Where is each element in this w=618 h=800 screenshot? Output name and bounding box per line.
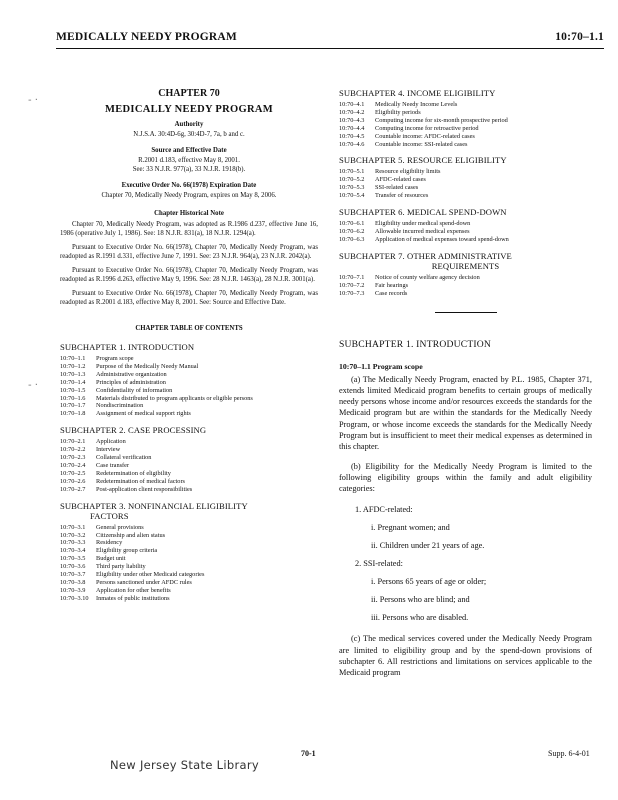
historical-note-paragraph: Pursuant to Executive Order No. 66(1978), Chapter 70, Medically Needy Program, was readopted as R.1991 d.331, effective June 7, 1991. See: 23 N.J.R. 964(a), 23 N.J.R. 2042(a).	[60, 244, 318, 260]
list-subitem: ii. Children under 21 years of age.	[371, 541, 485, 551]
toc-row	[60, 579, 318, 587]
toc-subchapter-3-heading: SUBCHAPTER 3. NONFINANCIAL ELIGIBILITY	[60, 500, 248, 511]
toc-title: Confidentiality of information	[96, 386, 173, 394]
toc-number: 10:70–7.1	[339, 273, 365, 281]
toc-title: Case records	[375, 289, 408, 297]
toc-number: 10:70–1.2	[60, 362, 86, 370]
toc-number: 10:70–2.7	[60, 485, 86, 493]
toc-row	[60, 454, 318, 462]
toc-title: Application	[96, 438, 126, 446]
historical-note-paragraph: Pursuant to Executive Order No. 66(1978), Chapter 70, Medically Needy Program, was readopted as R.2001 d.183, effective May 8, 2001. See: Source and Effective Date.	[60, 290, 318, 306]
toc-subchapter-5-list	[339, 168, 592, 200]
toc-number: 10:70–3.4	[60, 547, 86, 555]
toc-subchapter-6-list	[339, 220, 592, 244]
toc-title: Application of medical expenses toward spend-down	[375, 235, 509, 243]
toc-subchapter-2-heading: SUBCHAPTER 2. CASE PROCESSING	[60, 425, 207, 436]
toc-subchapter-2-list	[60, 438, 318, 493]
toc-number: 10:70–3.1	[60, 523, 86, 531]
toc-title: Resource eligibility limits	[375, 168, 441, 176]
toc-row	[339, 184, 592, 192]
toc-title: Allowable incurred medical expenses	[375, 227, 470, 235]
toc-number: 10:70–2.5	[60, 469, 86, 477]
toc-number: 10:70–3.5	[60, 555, 86, 563]
toc-row	[60, 470, 318, 478]
toc-subchapter-7-heading-cont: REQUIREMENTS	[431, 260, 500, 271]
toc-number: 10:70–5.3	[339, 184, 365, 192]
toc-title: Collateral verification	[96, 454, 152, 462]
toc-number: 10:70–2.4	[60, 461, 86, 469]
toc-row	[339, 101, 592, 109]
toc-number: 10:70–2.2	[60, 446, 86, 454]
toc-subchapter-1-heading: SUBCHAPTER 1. INTRODUCTION	[60, 342, 195, 352]
toc-number: 10:70–4.5	[339, 132, 365, 140]
toc-row	[60, 355, 318, 363]
paragraph-b: (b) Eligibility for the Medically Needy Program is limited to the following eligibility groups within the family and adult eligibility categories:	[339, 461, 592, 494]
toc-title: Post-application client responsibilities	[96, 485, 193, 493]
toc-row	[60, 387, 318, 395]
supplement-date: Supp. 6-4-01	[548, 749, 590, 758]
toc-row	[339, 117, 592, 125]
toc-title: Case transfer	[96, 461, 130, 469]
toc-row	[339, 192, 592, 200]
library-stamp: New Jersey State Library	[110, 758, 259, 772]
toc-row	[60, 486, 318, 494]
toc-title: Principles of administration	[96, 378, 166, 386]
page-number: 70-1	[301, 749, 316, 758]
toc-row	[60, 524, 318, 532]
toc-row	[60, 402, 318, 410]
list-subitem: iii. Persons who are disabled.	[371, 613, 469, 623]
toc-row	[339, 274, 592, 282]
toc-title: Redetermination of eligibility	[96, 469, 171, 477]
toc-subchapter-6-heading: SUBCHAPTER 6. MEDICAL SPEND-DOWN	[339, 207, 507, 218]
authority-label: Authority	[174, 121, 204, 128]
toc-subchapter-7-heading: SUBCHAPTER 7. OTHER ADMINISTRATIVE	[339, 250, 512, 261]
toc-row	[339, 290, 592, 298]
toc-row	[60, 595, 318, 603]
toc-number: 10:70–1.6	[60, 394, 86, 402]
toc-title: Purpose of the Medically Needy Manual	[96, 362, 199, 370]
toc-title: Redetermination of medical factors	[96, 477, 185, 485]
toc-title: Transfer of resources	[375, 192, 429, 200]
toc-title: Eligibility under other Medicaid categories	[96, 571, 205, 579]
toc-row	[60, 410, 318, 418]
toc-title: Citizenship and alien status	[96, 531, 166, 539]
toc-heading: CHAPTER TABLE OF CONTENTS	[135, 325, 243, 332]
toc-row	[339, 228, 592, 236]
toc-title: Medically Needy Income Levels	[375, 101, 458, 108]
left-column	[60, 88, 318, 610]
toc-number: 10:70–3.10	[60, 594, 89, 602]
toc-subchapter-1-list	[60, 355, 318, 418]
toc-row	[339, 141, 592, 149]
toc-number: 10:70–1.1	[60, 355, 86, 362]
toc-row	[60, 462, 318, 470]
header-rule	[56, 48, 604, 49]
historical-note-label: Chapter Historical Note	[154, 210, 224, 217]
toc-number: 10:70–7.3	[339, 289, 365, 297]
toc-number: 10:70–6.1	[339, 220, 365, 228]
toc-row	[339, 236, 592, 244]
header-title: MEDICALLY NEEDY PROGRAM	[56, 31, 237, 43]
toc-title: Program scope	[96, 355, 134, 362]
toc-row	[339, 220, 592, 228]
toc-title: Notice of county welfare agency decision	[375, 273, 480, 281]
toc-row	[339, 282, 592, 290]
toc-row	[339, 176, 592, 184]
margin-mark: - ·	[28, 380, 38, 391]
toc-number: 10:70–5.1	[339, 168, 365, 176]
toc-title: Fair hearings	[375, 281, 409, 289]
toc-row	[339, 109, 592, 117]
source-label: Source and Effective Date	[151, 147, 227, 154]
toc-title: Inmates of public institutions	[96, 594, 170, 602]
toc-subchapter-3-list	[60, 524, 318, 603]
toc-number: 10:70–5.4	[339, 192, 365, 200]
toc-number: 10:70–3.7	[60, 571, 86, 579]
list-item-afdc: 1. AFDC-related:	[355, 505, 413, 515]
source-text: R.2001 d.183, effective May 8, 2001.	[138, 157, 240, 164]
toc-row	[60, 539, 318, 547]
toc-row	[60, 438, 318, 446]
section-separator	[435, 312, 497, 313]
list-item-ssi: 2. SSI-related:	[355, 559, 403, 569]
toc-title: Interview	[96, 446, 121, 454]
toc-title: Nondiscrimination	[96, 402, 144, 410]
toc-title: Materials distributed to program applicants or eligible persons	[96, 394, 253, 402]
list-subitem: ii. Persons who are blind; and	[371, 595, 470, 605]
toc-subchapter-3-heading-cont: FACTORS	[90, 510, 129, 521]
toc-number: 10:70–3.8	[60, 578, 86, 586]
toc-row	[339, 168, 592, 176]
toc-row	[60, 532, 318, 540]
toc-row	[60, 563, 318, 571]
list-subitem: i. Pregnant women; and	[371, 523, 450, 533]
toc-number: 10:70–6.3	[339, 235, 365, 243]
toc-number: 10:70–3.9	[60, 586, 86, 594]
header-section-number: 10:70–1.1	[555, 31, 604, 43]
toc-title: Countable income: SSI-related cases	[375, 140, 468, 148]
toc-number: 10:70–4.3	[339, 116, 365, 124]
toc-row	[60, 371, 318, 379]
toc-number: 10:70–7.2	[339, 281, 365, 289]
historical-note-paragraph: Chapter 70, Medically Needy Program, was adopted as R.1986 d.237, effective June 16, 1986 (operative July 1, 1986). See: 18 N.J.R. 831(a), 18 N.J.R. 1294(a).	[60, 221, 318, 237]
toc-title: Application for other benefits	[96, 586, 171, 594]
toc-title: Third party liability	[96, 563, 146, 571]
toc-number: 10:70–1.3	[60, 370, 86, 378]
toc-number: 10:70–4.1	[339, 101, 365, 108]
margin-mark: - ·	[28, 95, 38, 106]
toc-title: Computing income for six-month prospective period	[375, 116, 508, 124]
toc-title: General provisions	[96, 523, 144, 531]
eo-text: Chapter 70, Medically Needy Program, expires on May 8, 2006.	[101, 192, 277, 199]
toc-subchapter-5-heading: SUBCHAPTER 5. RESOURCE ELIGIBILITY	[339, 155, 507, 166]
toc-row	[60, 446, 318, 454]
toc-title: Eligibility periods	[375, 108, 421, 116]
toc-subchapter-7-list	[339, 274, 592, 298]
toc-number: 10:70–1.8	[60, 410, 86, 418]
right-column	[339, 88, 592, 687]
toc-number: 10:70–4.2	[339, 108, 365, 116]
toc-title: Countable income: AFDC-related cases	[375, 132, 475, 140]
toc-number: 10:70–1.7	[60, 402, 86, 410]
toc-row	[60, 395, 318, 403]
toc-row	[60, 547, 318, 555]
toc-number: 10:70–1.5	[60, 386, 86, 394]
running-header	[56, 31, 604, 47]
toc-row	[339, 125, 592, 133]
paragraph-a: (a) The Medically Needy Program, enacted by P.L. 1985, Chapter 371, extends limited Medicaid program benefits to certain groups of medically needy persons whose income and/or resources exceeds the standards for the Medicaid program but are within the standards for the Medically Needy Program, or whose income exceeds the standards for the Medically Needy Program but is insufficient to meet their medical expenses as determined in this chapter.	[339, 374, 592, 452]
toc-title: SSI-related cases	[375, 184, 419, 192]
chapter-number: CHAPTER 70	[158, 88, 220, 99]
toc-row	[60, 555, 318, 563]
toc-title: Administrative organization	[96, 370, 167, 378]
toc-number: 10:70–6.2	[339, 227, 365, 235]
toc-title: Budget unit	[96, 555, 126, 563]
toc-number: 10:70–4.6	[339, 140, 365, 148]
toc-title: Eligibility under medical spend-down	[375, 220, 471, 228]
source-citation: See: 33 N.J.R. 977(a), 33 N.J.R. 1918(b).	[132, 166, 246, 173]
list-subitem: i. Persons 65 years of age or older;	[371, 577, 487, 587]
toc-subchapter-4-list	[339, 101, 592, 148]
toc-number: 10:70–1.4	[60, 378, 86, 386]
toc-title: AFDC-related cases	[375, 176, 426, 184]
toc-number: 10:70–3.6	[60, 563, 86, 571]
toc-title: Assignment of medical support rights	[96, 410, 191, 418]
eo-label: Executive Order No. 66(1978) Expiration Date	[121, 182, 257, 189]
authority-text: N.J.S.A. 30:4D-6g, 30:4D-7, 7a, b and c.	[133, 131, 245, 138]
toc-subchapter-4-heading: SUBCHAPTER 4. INCOME ELIGIBILITY	[339, 88, 496, 98]
toc-row	[60, 587, 318, 595]
toc-title: Residency	[96, 539, 123, 547]
toc-number: 10:70–4.4	[339, 124, 365, 132]
section-title: 10:70–1.1 Program scope	[339, 361, 423, 371]
paragraph-c: (c) The medical services covered under the Medically Needy Program are limited to eligibility group and by the spend-down provisions of subchapter 6. All restrictions and limitations on services applicable to the Medicaid program	[339, 634, 592, 678]
toc-row	[339, 133, 592, 141]
toc-title: Computing income for retroactive period	[375, 124, 479, 132]
toc-title: Eligibility group criteria	[96, 547, 158, 555]
toc-row	[60, 379, 318, 387]
toc-number: 10:70–3.3	[60, 539, 86, 547]
subchapter-1-heading: SUBCHAPTER 1. INTRODUCTION	[339, 338, 492, 350]
toc-number: 10:70–5.2	[339, 176, 365, 184]
toc-number: 10:70–2.3	[60, 454, 86, 462]
toc-row	[60, 571, 318, 579]
toc-number: 10:70–2.6	[60, 477, 86, 485]
historical-note-paragraph: Pursuant to Executive Order No. 66(1978), Chapter 70, Medically Needy Program, was readopted as R.1996 d.263, effective May 9, 1996. See: 28 N.J.R. 1463(a), 28 N.J.R. 3001(a).	[60, 267, 318, 283]
toc-number: 10:70–2.1	[60, 438, 86, 446]
toc-row	[60, 478, 318, 486]
toc-number: 10:70–3.2	[60, 531, 86, 539]
toc-row	[60, 363, 318, 371]
chapter-title: MEDICALLY NEEDY PROGRAM	[105, 104, 273, 115]
toc-title: Persons sanctioned under AFDC rules	[96, 578, 192, 586]
